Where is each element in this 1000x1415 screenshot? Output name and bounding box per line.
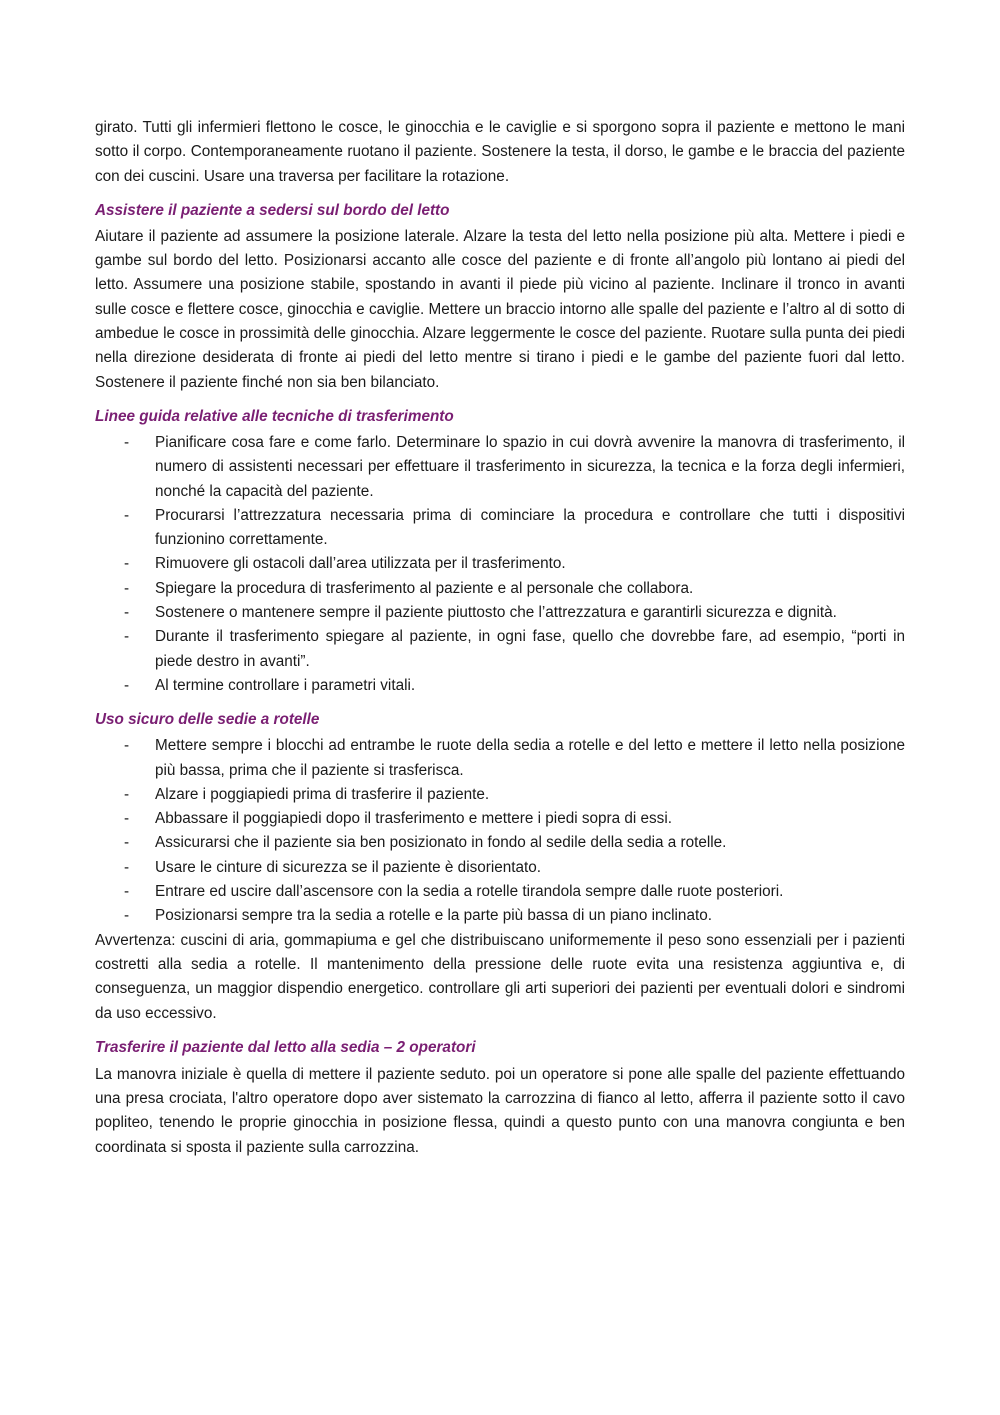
wheelchair-list (95, 734, 905, 928)
list-item-text: Rimuovere gli ostacoli dall’area utilizzata per il trasferimento. (155, 555, 566, 573)
bullet-dash: - (124, 506, 130, 524)
section-transfer (95, 1038, 905, 1160)
list-item-text: Abbassare il poggiapiedi dopo il trasferimento e mettere i piedi sopra di essi. (155, 810, 672, 828)
list-item-text: Sostenere o mantenere sempre il paziente piuttosto che l’attrezzatura e garantirli sicurezza e dignità. (155, 604, 837, 622)
warning-paragraph: Avvertenza: cuscini di aria, gommapiuma e gel che distribuiscano uniformemente il peso sono essenziali per i pazienti costretti alla sedia a rotelle. Il mantenimento della pressione delle ruote evita una resistenza aggiuntiva e, di conseguenza, un maggior dispendio energetico. controllare gli arti superiori dei pazienti per eventuali dolori e sindromi da uso eccessivo. (95, 931, 905, 1022)
sitting-paragraph: Aiutare il paziente ad assumere la posizione laterale. Alzare la testa del letto nella posizione più alta. Mettere i piedi e gambe sul bordo del letto. Posizionarsi accanto alle cosce del paziente e di fronte all’angolo più lontano ai piedi del letto. Assumere una posizione stabile, spostando in avanti il piede più vicino al paziente. Inclinare il tronco in avanti sulle cosce e flettere cosce, ginocchia e caviglie. Mettere un braccio intorno alle spalle del paziente e l’altro al di sotto di ambedue le cosce in prossimità delle ginocchia. Alzare leggermente le cosce del paziente. Ruotare sulla punta dei piedi nella direzione desiderata di fronte ai piedi del letto mentre si tirano i piedi e le gambe del paziente fuori dal letto. Sostenere il paziente finché non sia ben bilanciato. (95, 227, 905, 391)
list-item-text: Durante il trasferimento spiegare al paziente, in ogni fase, quello che dovrebbe fare, ad esempio, “porti in piede destro in avanti”. (155, 628, 905, 670)
list-item-text: Al termine controllare i parametri vitali. (155, 676, 416, 694)
bullet-dash: - (124, 858, 130, 876)
bullet-dash: - (124, 579, 130, 597)
list-item (95, 431, 905, 504)
list-item-text: Mettere sempre i blocchi ad entrambe le ruote della sedia a rotelle e del letto e mettere il letto nella posizione più bassa, prima che il paziente si trasferisca. (155, 737, 905, 779)
bullet-dash: - (124, 676, 130, 694)
transfer-paragraph: La manovra iniziale è quella di mettere il paziente seduto. poi un operatore si pone alle spalle del paziente effettuando una presa crociata, l'altro operatore dopo aver sistemato la carrozzina di fianco al letto, afferra il paziente sotto il cavo popliteo, tenendo le proprie ginocchia in posizione flessa, quindi a questo punto con una manovra congiunta e ben coordinata si sposta il paziente sulla carrozzina. (95, 1065, 905, 1156)
section-heading-sitting: Assistere il paziente a sedersi sul bordo del letto (95, 201, 450, 219)
list-item-text: Alzare i poggiapiedi prima di trasferire il paziente. (155, 785, 490, 803)
list-item (95, 856, 905, 880)
bullet-dash: - (124, 737, 130, 755)
list-item (95, 783, 905, 807)
bullet-dash: - (124, 555, 130, 573)
intro-paragraph: girato. Tutti gli infermieri flettono le cosce, le ginocchia e le caviglie e si sporgono sopra il paziente e mettono le mani sotto il corpo. Contemporaneamente ruotano il paziente. Sostenere la testa, il dorso, le gambe e le braccia del paziente con dei cuscini. Usare una traversa per facilitare la rotazione. (95, 119, 905, 185)
list-item-text: Pianificare cosa fare e come farlo. Determinare lo spazio in cui dovrà avvenire la manovra di trasferimento, il numero di assistenti necessari per effettuare il trasferimento in sicurezza, la tecnica e la forza degli infermieri, nonché la capacità del paziente. (155, 433, 905, 500)
section-heading-wheelchair: Uso sicuro delle sedie a rotelle (95, 711, 320, 729)
list-item (95, 577, 905, 601)
list-item-text: Procurarsi l’attrezzatura necessaria prima di cominciare la procedura e controllare che tutti i dispositivi funzionino correttamente. (155, 506, 905, 549)
list-item-text: Assicurarsi che il paziente sia ben posizionato in fondo al sedile della sedia a rotelle. (155, 834, 727, 852)
section-heading-transfer: Trasferire il paziente dal letto alla sedia – 2 operatori (95, 1038, 476, 1056)
bullet-dash: - (124, 628, 130, 646)
bullet-dash: - (124, 907, 130, 925)
section-heading-guidelines: Linee guida relative alle tecniche di trasferimento (95, 407, 454, 425)
section-wheelchair (95, 710, 905, 1026)
list-item (95, 904, 905, 928)
list-item-text: Spiegare la procedura di trasferimento al paziente e al personale che collabora. (155, 579, 694, 597)
list-item (95, 880, 905, 904)
list-item (95, 504, 905, 553)
bullet-dash: - (124, 785, 130, 803)
bullet-dash: - (124, 834, 130, 852)
list-item-text: Posizionarsi sempre tra la sedia a rotelle e la parte più bassa di un piano inclinato. (155, 907, 712, 925)
section-sitting (95, 201, 905, 395)
list-item-text: Entrare ed uscire dall’ascensore con la sedia a rotelle tirandola sempre dalle ruote posteriori. (155, 883, 784, 901)
section-guidelines (95, 407, 905, 698)
list-item-text: Usare le cinture di sicurezza se il paziente è disorientato. (155, 858, 542, 876)
bullet-dash: - (124, 810, 130, 828)
list-item (95, 552, 905, 576)
list-item (95, 674, 905, 698)
bullet-dash: - (124, 604, 130, 622)
list-item (95, 807, 905, 831)
list-item (95, 831, 905, 855)
list-item (95, 601, 905, 625)
list-item (95, 734, 905, 783)
document-page (95, 116, 905, 1160)
list-item (95, 625, 905, 674)
bullet-dash: - (124, 433, 130, 451)
guidelines-list (95, 431, 905, 698)
bullet-dash: - (124, 883, 130, 901)
